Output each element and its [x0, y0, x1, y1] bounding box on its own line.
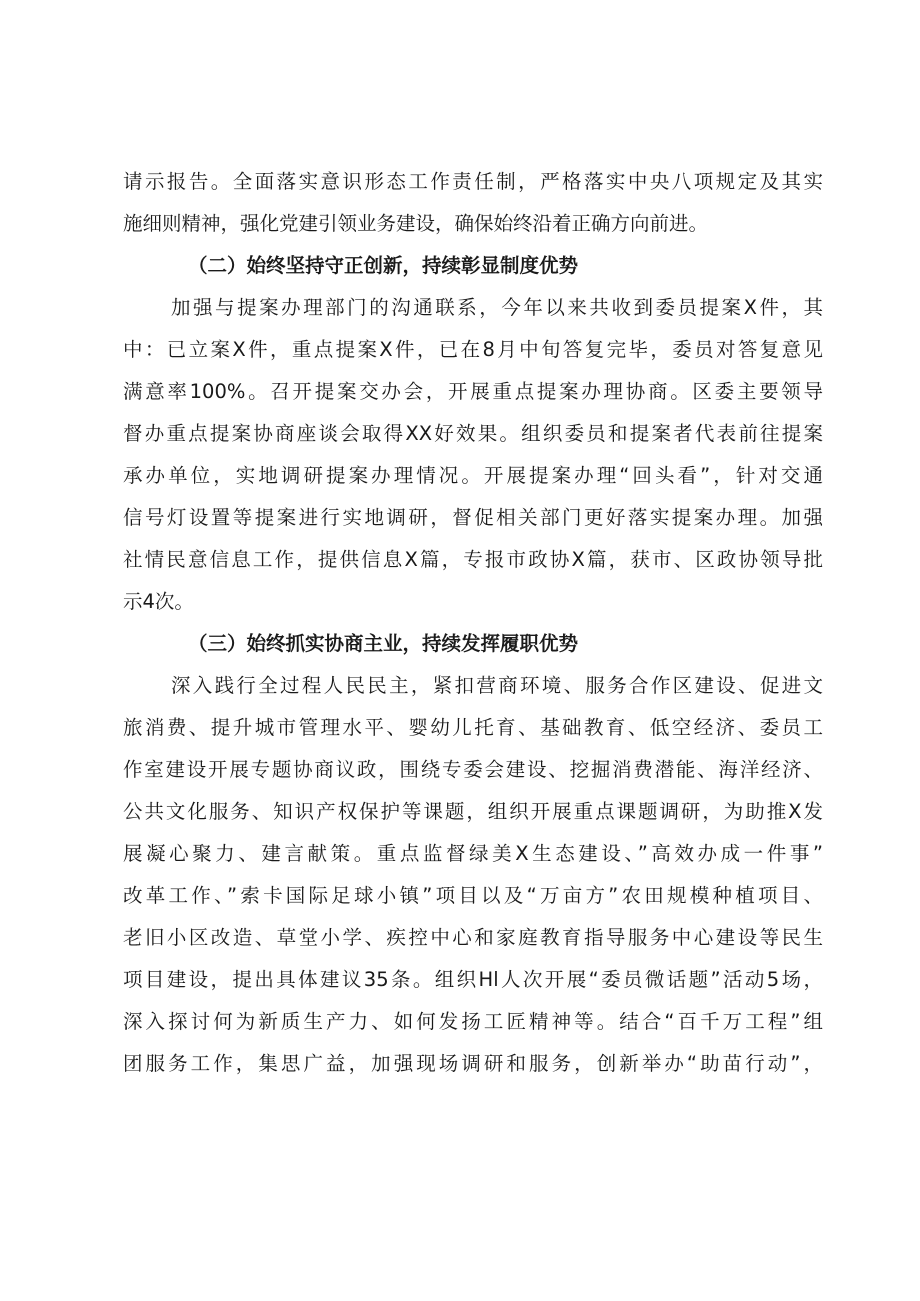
document-body: [123, 161, 823, 1085]
body-line: 改革工作、”索卡国际足球小镇”项目以及“万亩方”农田规模种植项目、: [123, 884, 823, 907]
body-line: 老旧小区改造、草堂小学、疾控中心和家庭教育指导服务中心建设等民生: [123, 926, 823, 949]
body-line: 示4次。: [123, 590, 194, 613]
section-heading: （三）始终抓实协商主业，持续发挥履职优势: [188, 632, 579, 655]
body-line: 项目建设，提出具体建议35条。组织Hl人次开展“委员微话题”活动5场，: [123, 968, 823, 991]
body-line: 请示报告。全面落实意识形态工作责任制，严格落实中央八项规定及其实: [123, 170, 823, 193]
body-line: 团服务工作，集思广益，加强现场调研和服务，创新举办“助苗行动”，: [123, 1052, 823, 1075]
body-line: 中：已立案X件，重点提案X件，已在8月中旬答复完毕，委员对答复意见: [123, 338, 823, 361]
body-line: 督办重点提案协商座谈会取得XX好效果。组织委员和提案者代表前往提案: [123, 422, 823, 445]
paragraph-first-line: 深入践行全过程人民民主，紧扣营商环境、服务合作区建设、促进文: [171, 674, 823, 697]
body-line: 承办单位，实地调研提案办理情况。开展提案办理“回头看”，针对交通: [123, 464, 823, 487]
body-line: 满意率100%。召开提案交办会，开展重点提案办理协商。区委主要领导: [123, 380, 823, 403]
body-line: 信号灯设置等提案进行实地调研，督促相关部门更好落实提案办理。加强: [123, 506, 823, 529]
body-line: 旅消费、提升城市管理水平、婴幼儿托育、基础教育、低空经济、委员工: [123, 716, 823, 739]
body-line: 公共文化服务、知识产权保护等课题，组织开展重点课题调研，为助推X发: [123, 800, 823, 823]
body-line: 展凝心聚力、建言献策。重点监督绿美X生态建设、”高效办成一件事”: [123, 842, 823, 865]
body-line: 作室建设开展专题协商议政，围绕专委会建设、挖掘消费潜能、海洋经济、: [123, 758, 823, 781]
paragraph-first-line: 加强与提案办理部门的沟通联系，今年以来共收到委员提案X件，其: [171, 296, 823, 319]
body-line: 施细则精神，强化党建引领业务建设，确保始终沿着正确方向前进。: [123, 212, 709, 235]
body-line: 社情民意信息工作，提供信息X篇，专报市政协X篇，获市、区政协领导批: [123, 548, 823, 571]
section-heading: （二）始终坚持守正创新，持续彰显制度优势: [188, 254, 579, 277]
body-line: 深入探讨何为新质生产力、如何发扬工匠精神等。结合“百千万工程”组: [123, 1010, 823, 1033]
